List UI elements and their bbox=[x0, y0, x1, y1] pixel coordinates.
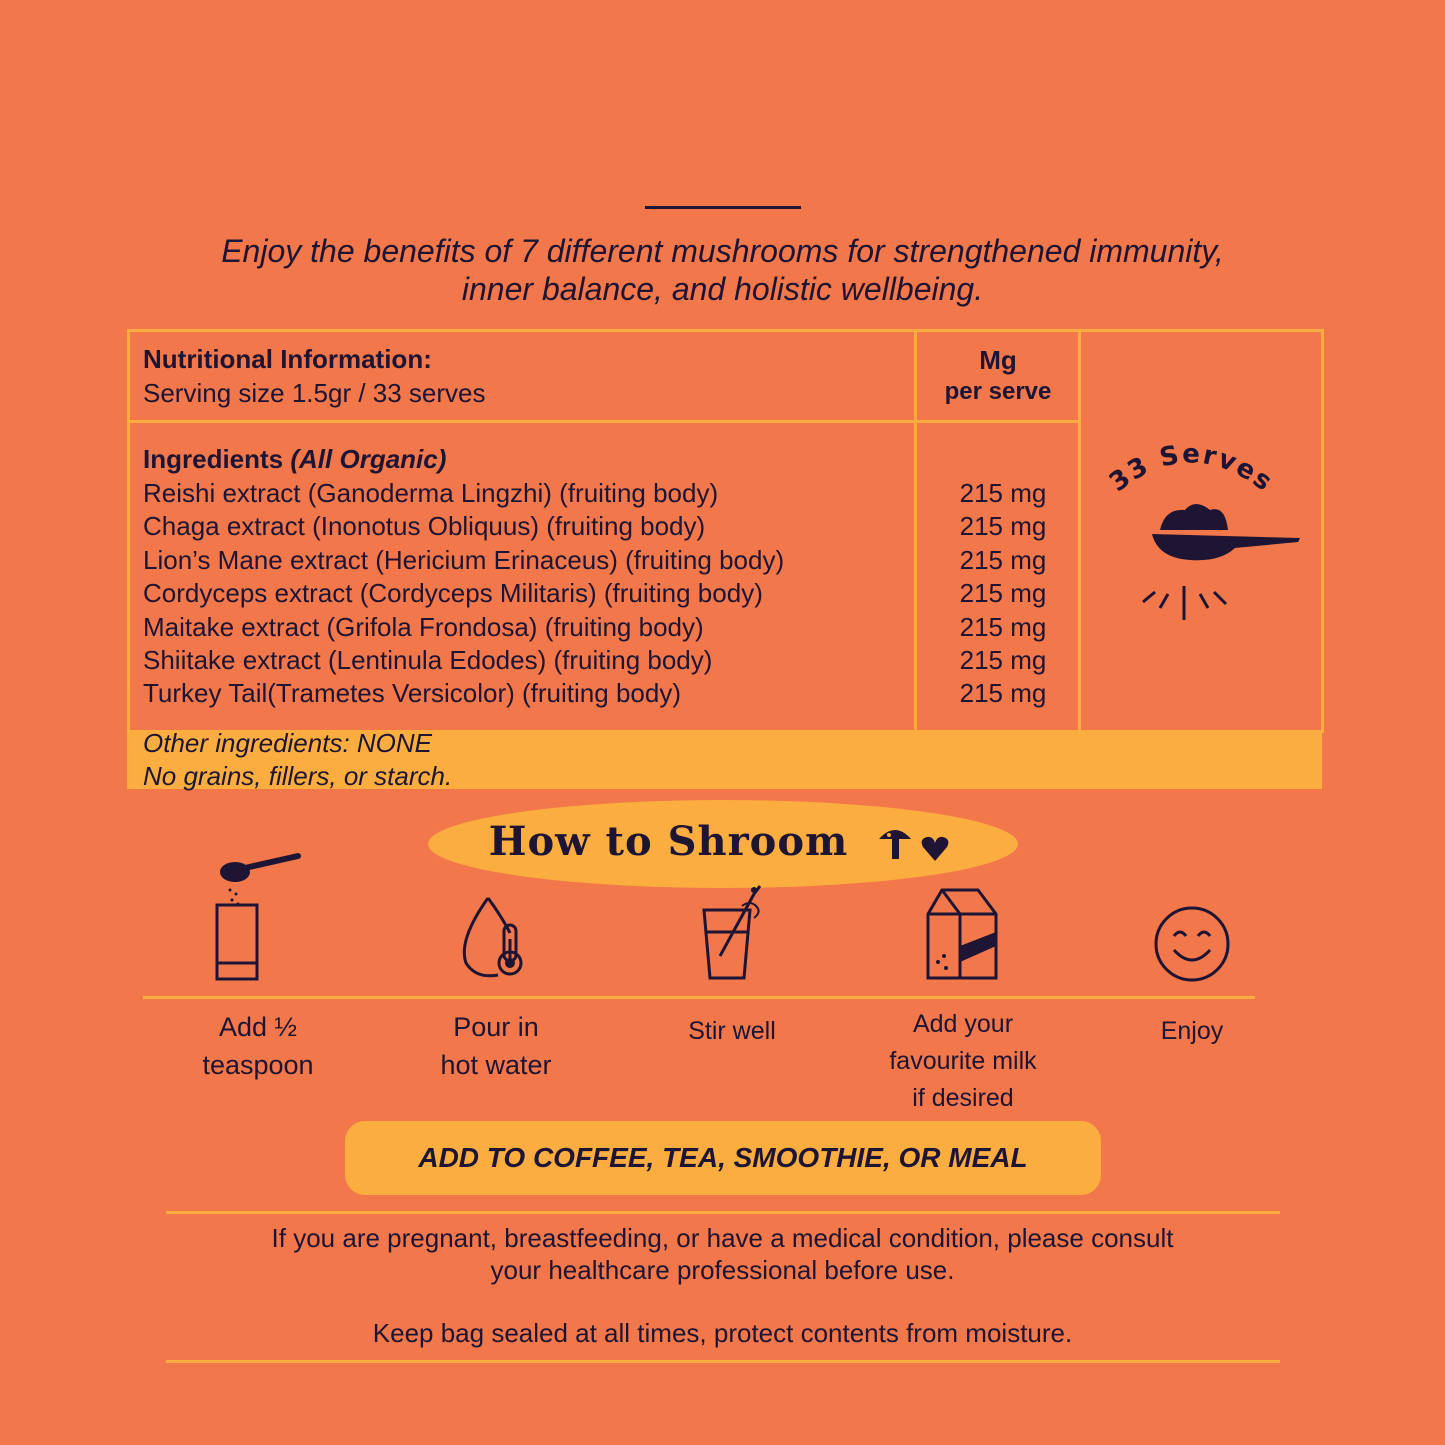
steps-divider bbox=[143, 996, 1255, 999]
svg-text:33 Serves bbox=[1104, 439, 1279, 498]
footer-divider-bottom bbox=[166, 1360, 1280, 1363]
usage-banner: ADD TO COFFEE, TEA, SMOOTHIE, OR MEAL bbox=[345, 1121, 1101, 1195]
ingredient-row: Chaga extract (Inonotus Obliquus) (fruiting body) bbox=[143, 511, 706, 542]
how-to-title: How to Shroom bbox=[428, 818, 1018, 865]
amount-cell: 215 mg bbox=[959, 578, 1047, 609]
amount-cell: 215 mg bbox=[959, 478, 1047, 508]
serving-size: Serving size 1.5gr / 33 serves bbox=[143, 378, 486, 408]
mg-column-header: Mg per serve bbox=[944, 345, 1052, 405]
amount-cell: 215 mg bbox=[959, 544, 1047, 575]
water-drop-thermometer-icon bbox=[458, 895, 538, 985]
scoop-icon bbox=[1140, 500, 1340, 640]
step-1-label: Add ½ teaspoon bbox=[202, 1012, 314, 1080]
other-ingredients: Other ingredients: NONE No grains, fillers, or starch. bbox=[143, 728, 453, 791]
glass-with-spoon-icon bbox=[210, 850, 310, 990]
step-2-label: Pour in hot water bbox=[440, 1012, 552, 1080]
nutrition-title: Nutritional Information: bbox=[143, 344, 432, 374]
amount-cell: 215 mg bbox=[959, 611, 1047, 642]
ingredient-row: Maitake extract (Grifola Frondosa) (fruiting body) bbox=[143, 611, 704, 642]
ingredients-heading: Ingredients (All Organic) bbox=[143, 444, 447, 474]
serves-badge-text: 33 Serves bbox=[1103, 439, 1279, 499]
smiley-face-icon bbox=[1152, 904, 1232, 984]
table-divider-row bbox=[127, 420, 1081, 423]
step-4-label: Add your favourite milk if desired bbox=[889, 1010, 1037, 1112]
intro-line-1: Enjoy the benefits of 7 different mushrooms for strengthened immunity, bbox=[221, 233, 1224, 269]
ingredient-amounts bbox=[918, 477, 1088, 711]
amount-cell: 215 mg bbox=[959, 678, 1047, 709]
cup-with-straw-icon bbox=[698, 882, 778, 982]
ingredient-row: Turkey Tail(Trametes Versicolor) (fruiting body) bbox=[143, 678, 681, 709]
ingredient-names bbox=[143, 477, 784, 711]
top-divider bbox=[645, 206, 801, 209]
amount-cell: 215 mg bbox=[959, 511, 1047, 542]
intro-line-2: inner balance, and holistic wellbeing. bbox=[461, 271, 984, 307]
medical-warning: If you are pregnant, breastfeeding, or have a medical condition, please consult your healthcare professional before use. bbox=[271, 1223, 1174, 1285]
storage-note: Keep bag sealed at all times, protect contents from moisture. bbox=[372, 1318, 1073, 1348]
ingredient-row: Shiitake extract (Lentinula Edodes) (fruiting body) bbox=[143, 645, 713, 676]
mushroom-heart-icon bbox=[877, 825, 957, 865]
footer-divider-top bbox=[166, 1211, 1280, 1214]
ingredient-row: Lion’s Mane extract (Hericium Erinaceus) (fruiting body) bbox=[143, 544, 785, 575]
milk-carton-icon bbox=[924, 886, 1004, 986]
intro-text bbox=[100, 232, 1345, 308]
step-5-label: Enjoy bbox=[1160, 1017, 1224, 1045]
ingredient-row: Cordyceps extract (Cordyceps Militaris) (fruiting body) bbox=[143, 578, 763, 609]
ingredient-row: Reishi extract (Ganoderma Lingzhi) (fruiting body) bbox=[143, 478, 719, 508]
amount-cell: 215 mg bbox=[959, 645, 1047, 676]
table-divider-col1 bbox=[914, 329, 917, 733]
step-3-label: Stir well bbox=[688, 1017, 776, 1045]
